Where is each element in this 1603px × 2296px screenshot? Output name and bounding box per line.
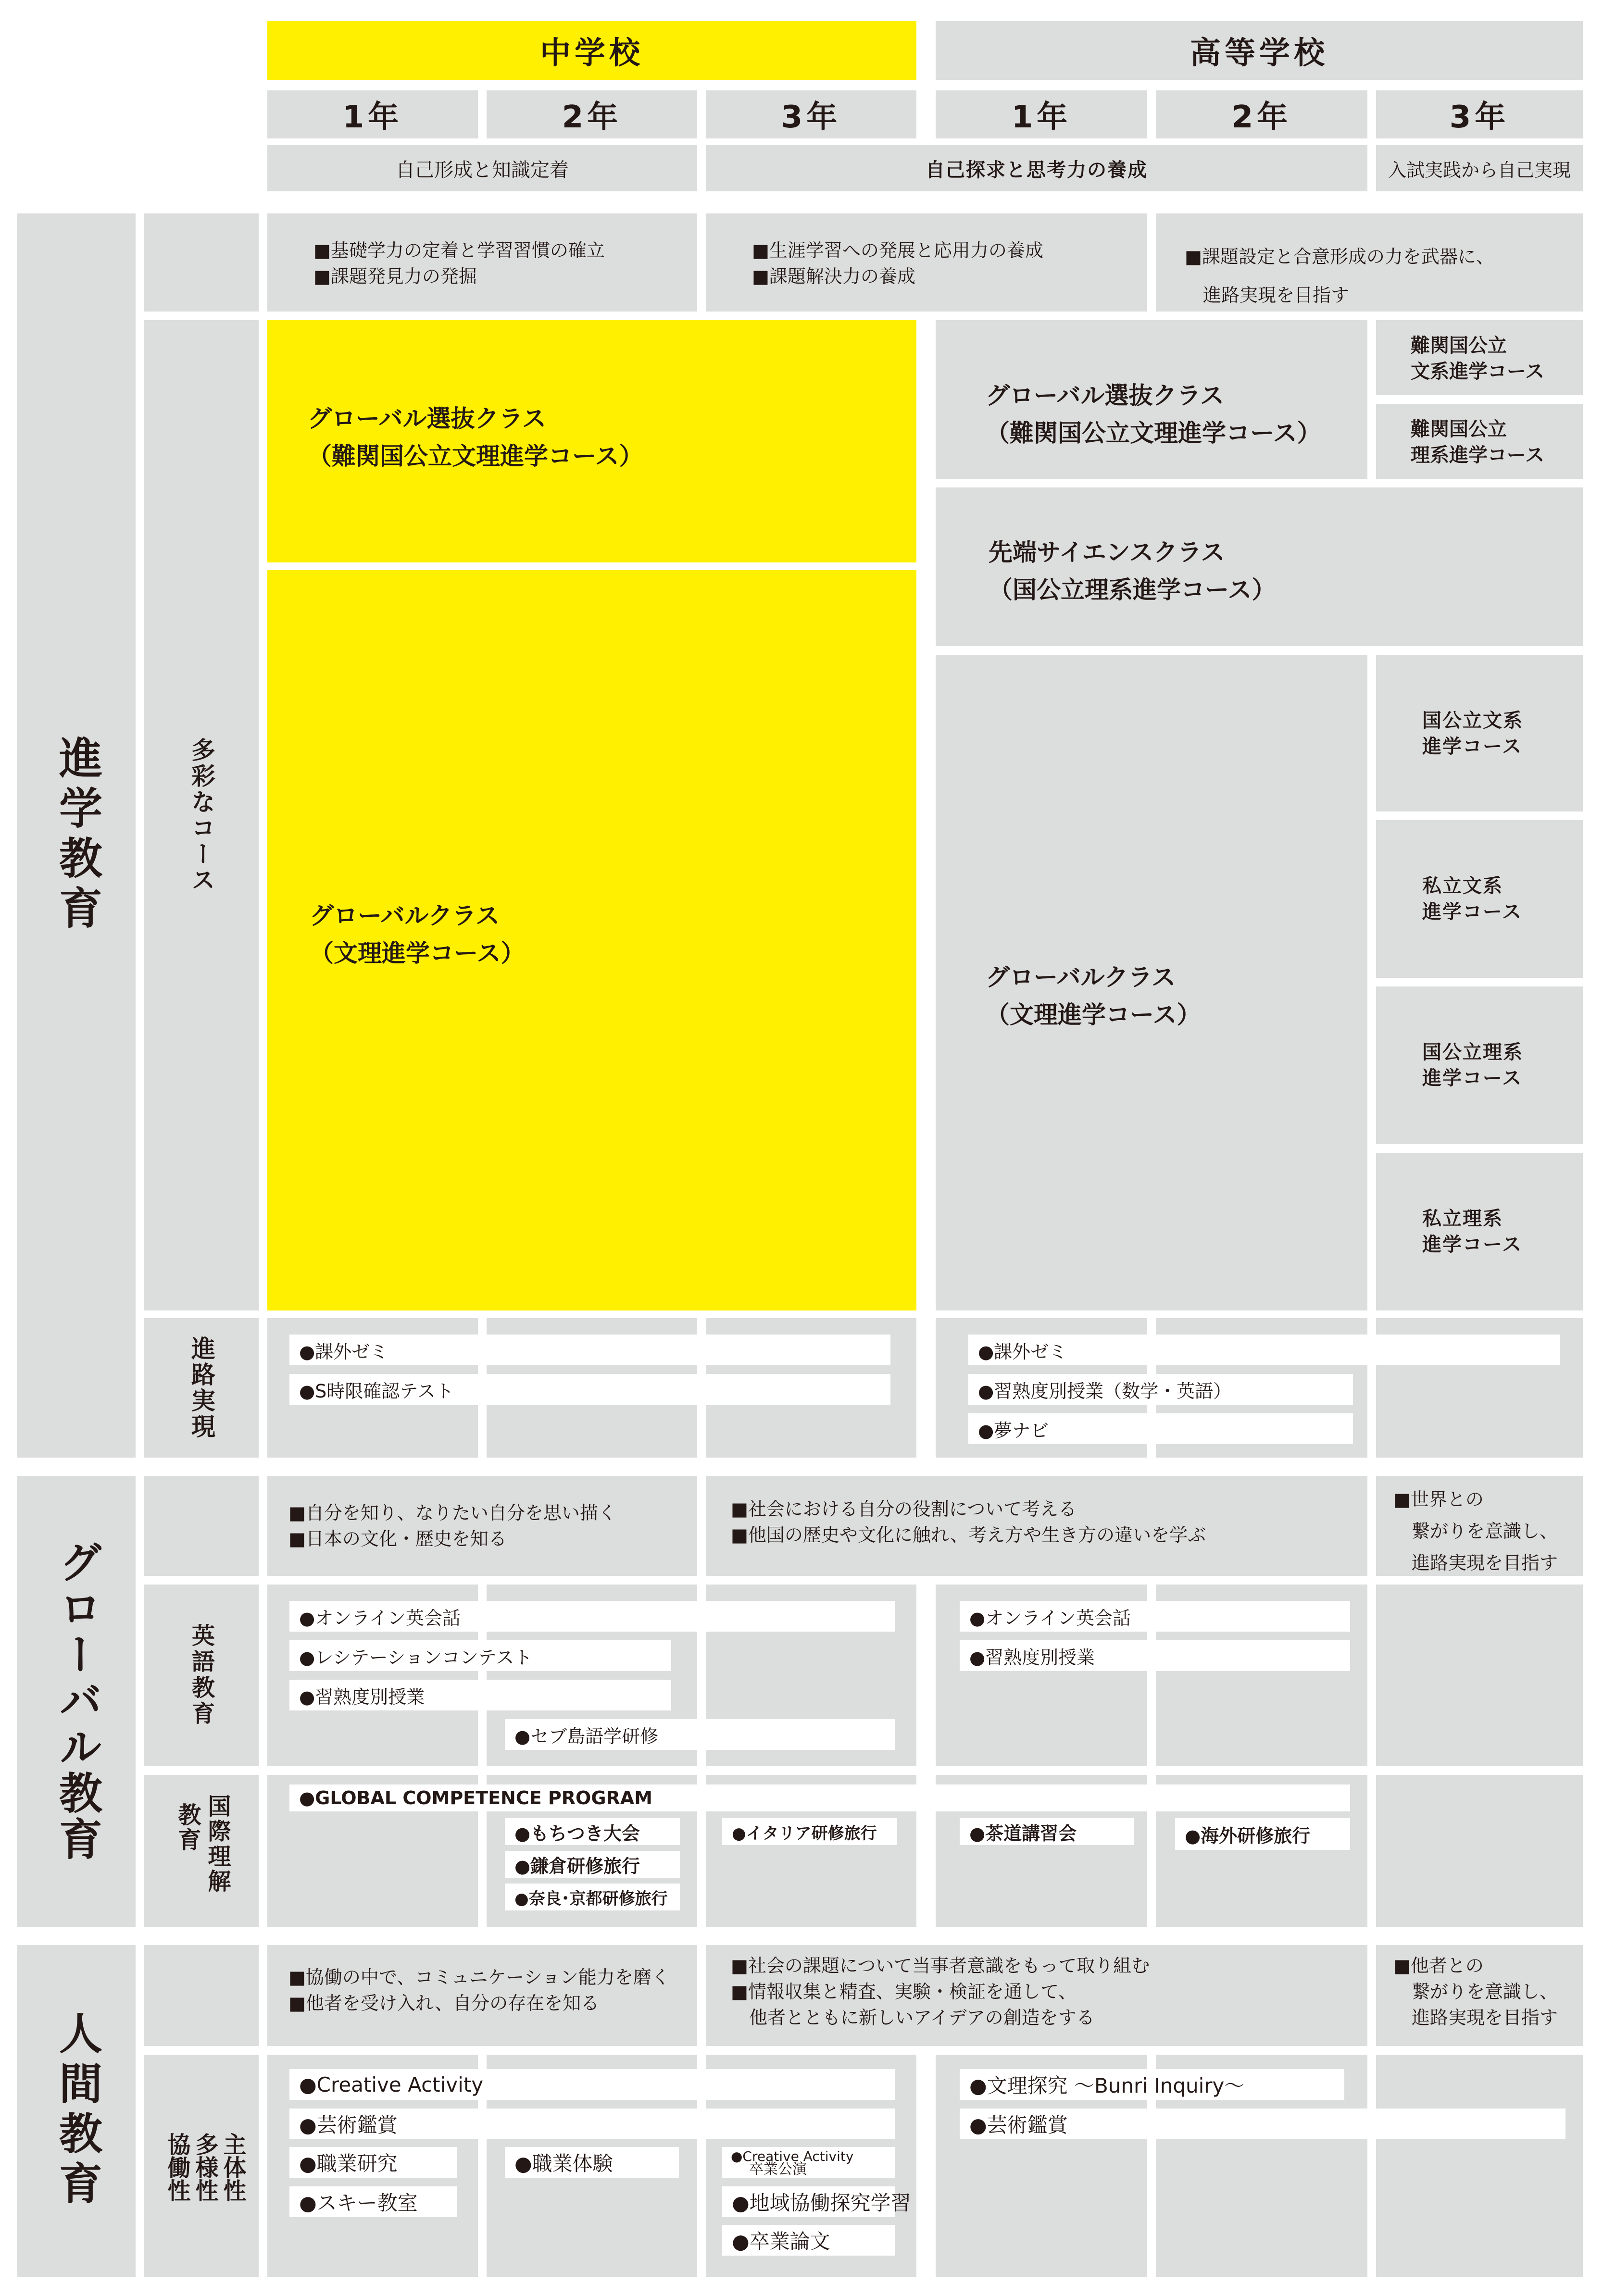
program-bar: ●夢ナビ [968, 1413, 1353, 1444]
jhs-course-global [267, 570, 916, 1310]
program-bar: ●GLOBAL COMPETENCE PROGRAM [289, 1784, 1350, 1811]
year-jhs-3: 3年 [706, 90, 916, 138]
hs3-course-line: 進学コース [1422, 736, 1522, 758]
goal-text: ■自分を知り、なりたい自分を思い描く [288, 1502, 616, 1523]
hs3-course-line: 難関国公立 [1411, 418, 1507, 440]
program-bar: ●芸術鑑賞 [960, 2109, 1565, 2139]
course-title: グローバルクラス [986, 963, 1176, 991]
program-bar: ●海外研修旅行 [1175, 1818, 1350, 1850]
hs3-course-line: 理系進学コース [1411, 444, 1544, 466]
phase-2: 自己探求と思考力の養成 [706, 145, 1367, 191]
goal-text: ■他者を受け入れ、自分の存在を知る [288, 1993, 600, 2014]
goal-label-blank [144, 1945, 259, 2046]
goal-text: 繋がりを意識し、 [1393, 1981, 1558, 2002]
hs-course-senbatsu [936, 320, 1367, 479]
program-bar: ●習熟度別授業 [289, 1680, 671, 1710]
hs3-course [1376, 404, 1583, 479]
goal-cell [267, 213, 697, 312]
program-bar: ●もちつき大会 [505, 1818, 680, 1845]
goal-text: ■生涯学習への発展と応用力の養成 [752, 240, 1043, 261]
year-hs-1: 1年 [936, 90, 1147, 138]
year-jhs-1: 1年 [267, 90, 478, 138]
goal-text: 繋がりを意識し、 [1393, 1521, 1558, 1542]
goal-text: ■基礎学力の定着と学習習慣の確立 [313, 240, 605, 261]
goal-text: ■他者との [1393, 1955, 1484, 1976]
hs-header: 高等学校 [936, 21, 1583, 80]
hs3-course-line: 文系進学コース [1411, 361, 1544, 383]
goal-text: 進路実現を目指す [1393, 1552, 1558, 1573]
hs3-course [1376, 820, 1583, 978]
program-bar: ●Creative Activity [289, 2069, 895, 2100]
goal-cell [706, 1476, 1367, 1576]
goal-text: ■社会の課題について当事者意識をもって取り組む [731, 1955, 1150, 1976]
program-bar: ●鎌倉研修旅行 [505, 1851, 680, 1878]
program-bar: ●S時限確認テスト [289, 1374, 890, 1405]
goal-cell [1376, 1945, 1583, 2046]
course-sub: （文理進学コース） [986, 1001, 1201, 1029]
hs3-course [1376, 1153, 1583, 1310]
program-bar: ●地域協働探究学習 [722, 2186, 895, 2217]
subsection-shinro: 進路実現 [144, 1318, 259, 1458]
subsection-kokusai [144, 1775, 259, 1927]
goal-text: ■課題発見力の発掘 [313, 266, 477, 287]
program-bar: ●職業体験 [505, 2147, 679, 2178]
phase-1: 自己形成と知識定着 [267, 145, 697, 191]
course-sub: （難関国公立文理進学コース） [308, 442, 643, 470]
goal-text: ■社会における自分の役割について考える [731, 1498, 1077, 1520]
course-title: グローバルクラス [310, 902, 500, 930]
program-bar: ●職業研究 [289, 2147, 457, 2178]
goal-text: ■他国の歴史や文化に触れ、考え方や生き方の違いを学ぶ [731, 1524, 1206, 1546]
goal-cell [706, 1945, 1367, 2046]
kokusai-label-a: 国際理解 [204, 1794, 231, 1894]
goal-cell [267, 1945, 697, 2046]
hs3-course-line: 私立文系 [1422, 875, 1503, 897]
program-bar: ●芸術鑑賞 [289, 2109, 895, 2139]
program-bar: ●イタリア研修旅行 [722, 1818, 897, 1845]
program-bar: ●習熟度別授業 [960, 1640, 1350, 1671]
phase-3: 入試実践から自己実現 [1376, 145, 1583, 191]
goal-text: ■情報収集と精査、実験・検証を通して、 [731, 1981, 1077, 2002]
hs3-course-line: 進学コース [1422, 901, 1522, 923]
jhs-course-senbatsu [267, 320, 916, 562]
goal-cell [1376, 1476, 1583, 1576]
program-bar: ●オンライン英会話 [960, 1601, 1350, 1632]
course-title: グローバル選抜クラス [308, 405, 546, 433]
goal-text: 進路実現を目指す [1393, 2007, 1558, 2028]
program-bar: ●セブ島語学研修 [505, 1719, 895, 1750]
goal-text: ■世界との [1393, 1489, 1484, 1510]
hs3-course-line: 国公立文系 [1422, 710, 1523, 732]
jhs-header: 中学校 [267, 21, 916, 80]
program-bar [722, 2147, 895, 2178]
program-bar: ●スキー教室 [289, 2186, 457, 2217]
goal-label-blank [144, 1476, 259, 1576]
goal-text: ■課題設定と合意形成の力を武器に、 [1185, 246, 1494, 267]
course-title: グローバル選抜クラス [986, 382, 1224, 410]
course-sub: （国公立理系進学コース） [989, 576, 1276, 604]
subsection-ningen [144, 2055, 259, 2277]
ca-small: ●Creative Activity [731, 2148, 854, 2164]
grid-cell [1376, 1775, 1583, 1927]
year-jhs-2: 2年 [487, 90, 697, 138]
goal-cell [706, 213, 1156, 312]
goal-text: 他者とともに新しいアイデアの創造をする [731, 2007, 1095, 2028]
subsection-tasai: 多彩なコース [144, 320, 259, 1310]
program-bar: ●レシテーションコンテスト [289, 1640, 671, 1671]
course-sub: （難関国公立文理進学コース） [986, 419, 1321, 447]
hs-course-science [936, 487, 1583, 646]
goal-cell [267, 1476, 697, 1576]
ningen-label-c: 協働性 [163, 2133, 190, 2202]
program-bar: ●卒業論文 [722, 2225, 895, 2256]
divider [1147, 213, 1156, 312]
goal-text: ■日本の文化・歴史を知る [288, 1528, 507, 1549]
subsection-eigo: 英語教育 [144, 1585, 259, 1766]
grid-cell [1376, 2055, 1583, 2277]
hs3-course [1376, 986, 1583, 1144]
program-bar: ●オンライン英会話 [289, 1601, 895, 1632]
program-bar: ●奈良･京都研修旅行 [505, 1884, 680, 1910]
program-bar: ●課外ゼミ [968, 1335, 1560, 1365]
course-sub: （文理進学コース） [310, 939, 525, 967]
ningen-label-a: 主体性 [219, 2133, 246, 2202]
hs3-course-line: 私立理系 [1422, 1208, 1503, 1230]
program-bar: ●課外ゼミ [289, 1335, 890, 1365]
course-title: 先端サイエンスクラス [989, 538, 1225, 566]
hs3-course [1376, 655, 1583, 811]
hs3-course [1376, 320, 1583, 395]
program-bar: ●文理探究 ～Bunri Inquiry～ [960, 2069, 1344, 2100]
ningen-label-b: 多様性 [191, 2133, 218, 2202]
goal-label-blank [144, 213, 259, 312]
grid-cell [1376, 1585, 1583, 1766]
section-global: グローバル教育 [17, 1476, 136, 1927]
goal-text: ■課題解決力の養成 [752, 266, 915, 287]
year-hs-3: 3年 [1376, 90, 1583, 138]
section-ningen: 人間教育 [17, 1945, 136, 2277]
program-bar: ●茶道講習会 [960, 1818, 1134, 1845]
section-shingaku: 進学教育 [17, 213, 136, 1458]
kokusai-label-b: 教育 [174, 1803, 201, 1853]
hs-course-global [936, 655, 1367, 1310]
goal-text: ■協働の中で、コミュニケーション能力を磨く [288, 1967, 670, 1988]
hs3-course-line: 国公立理系 [1422, 1041, 1523, 1063]
ca-sub: 卒業公演 [749, 2161, 807, 2178]
program-bar: ●習熟度別授業（数学・英語） [968, 1374, 1353, 1405]
hs3-course-line: 難関国公立 [1411, 335, 1507, 357]
goal-cell [1156, 213, 1583, 312]
hs3-course-line: 進学コース [1422, 1234, 1522, 1256]
goal-text: 進路実現を目指す [1185, 285, 1350, 306]
hs3-course-line: 進学コース [1422, 1067, 1522, 1089]
year-hs-2: 2年 [1156, 90, 1367, 138]
